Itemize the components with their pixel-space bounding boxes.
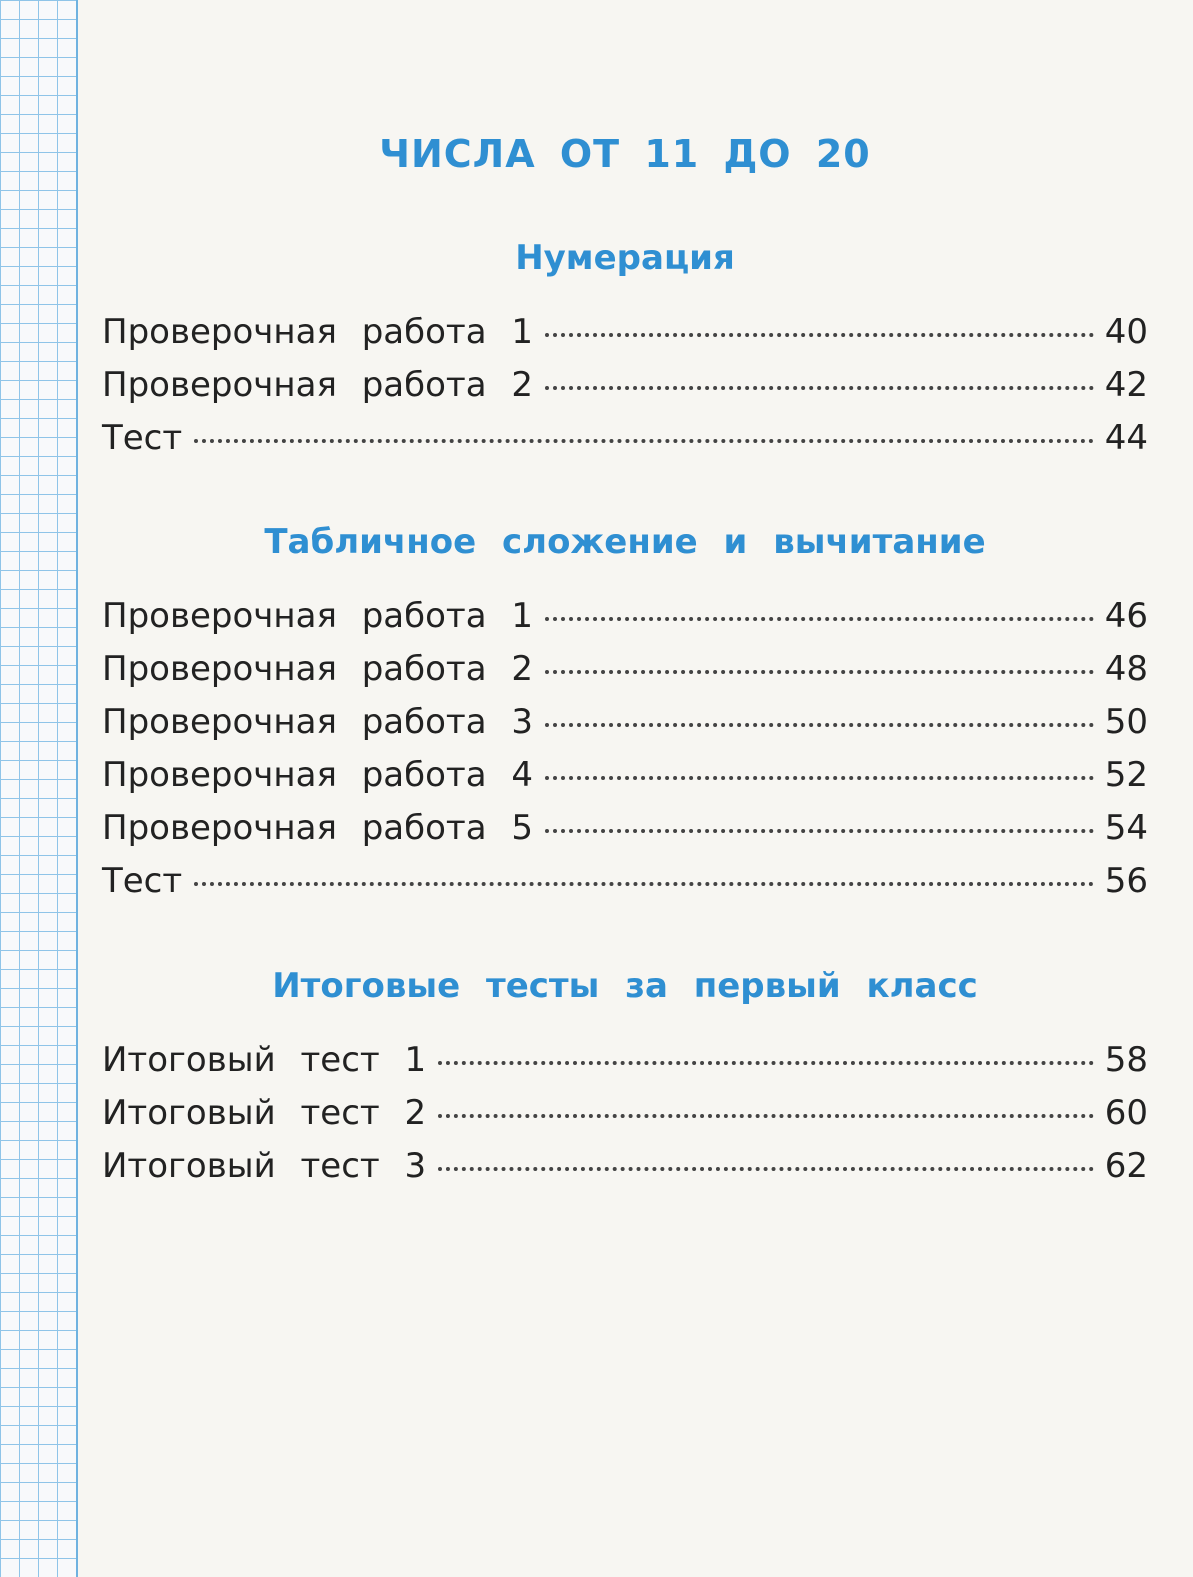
toc-entry-label: Итоговый тест 2 [102,1093,427,1133]
toc-entry[interactable] [102,418,1148,466]
dot-leader [194,882,1094,886]
section-title-final-tests: Итоговые тесты за первый класс [272,966,978,1006]
section-title-numeration: Нумерация [515,238,735,278]
toc-entry-label: Проверочная работа 2 [102,365,533,405]
dot-leader [545,670,1094,674]
dot-leader [438,1114,1094,1118]
toc-entry-label: Тест [102,861,183,901]
toc-entry[interactable] [102,1040,1148,1088]
section-title-table-addition: Табличное сложение и вычитание [264,522,986,562]
dot-leader [545,386,1094,390]
toc-entry-page: 44 [1104,418,1148,458]
toc-entry-label: Итоговый тест 1 [102,1040,427,1080]
toc-entry-page: 48 [1104,649,1148,689]
page-title: ЧИСЛА ОТ 11 ДО 20 [379,132,871,176]
toc-entry-page: 60 [1104,1093,1148,1133]
dot-leader [545,617,1094,621]
toc-entry-page: 50 [1104,702,1148,742]
toc-entry-label: Проверочная работа 5 [102,808,533,848]
toc-entry-label: Проверочная работа 1 [102,312,533,352]
toc-entry-label: Проверочная работа 3 [102,702,533,742]
toc-entry-label: Проверочная работа 4 [102,755,533,795]
dot-leader [545,723,1094,727]
toc-entry-page: 56 [1104,861,1148,901]
dot-leader [545,829,1094,833]
toc-entry-page: 52 [1104,755,1148,795]
toc-entry-page: 46 [1104,596,1148,636]
toc-entry-page: 54 [1104,808,1148,848]
toc-entry-label: Проверочная работа 1 [102,596,533,636]
toc-entry-page: 62 [1104,1146,1148,1186]
toc-entry[interactable] [102,312,1148,360]
toc-entry[interactable] [102,365,1148,413]
toc-entry-page: 40 [1104,312,1148,352]
toc-entry[interactable] [102,808,1148,856]
toc-entry[interactable] [102,1146,1148,1194]
table-of-contents [102,0,1148,1577]
graph-paper-margin [0,0,78,1577]
dot-leader [194,439,1094,443]
dot-leader [545,776,1094,780]
dot-leader [438,1167,1094,1171]
toc-entry[interactable] [102,649,1148,697]
toc-entry-label: Тест [102,418,183,458]
toc-entry[interactable] [102,1093,1148,1141]
toc-entry[interactable] [102,596,1148,644]
dot-leader [545,333,1094,337]
toc-entry[interactable] [102,861,1148,909]
toc-entry-page: 42 [1104,365,1148,405]
toc-entry[interactable] [102,755,1148,803]
toc-entry[interactable] [102,702,1148,750]
dot-leader [438,1061,1094,1065]
toc-entry-label: Итоговый тест 3 [102,1146,427,1186]
toc-entry-page: 58 [1104,1040,1148,1080]
toc-entry-label: Проверочная работа 2 [102,649,533,689]
